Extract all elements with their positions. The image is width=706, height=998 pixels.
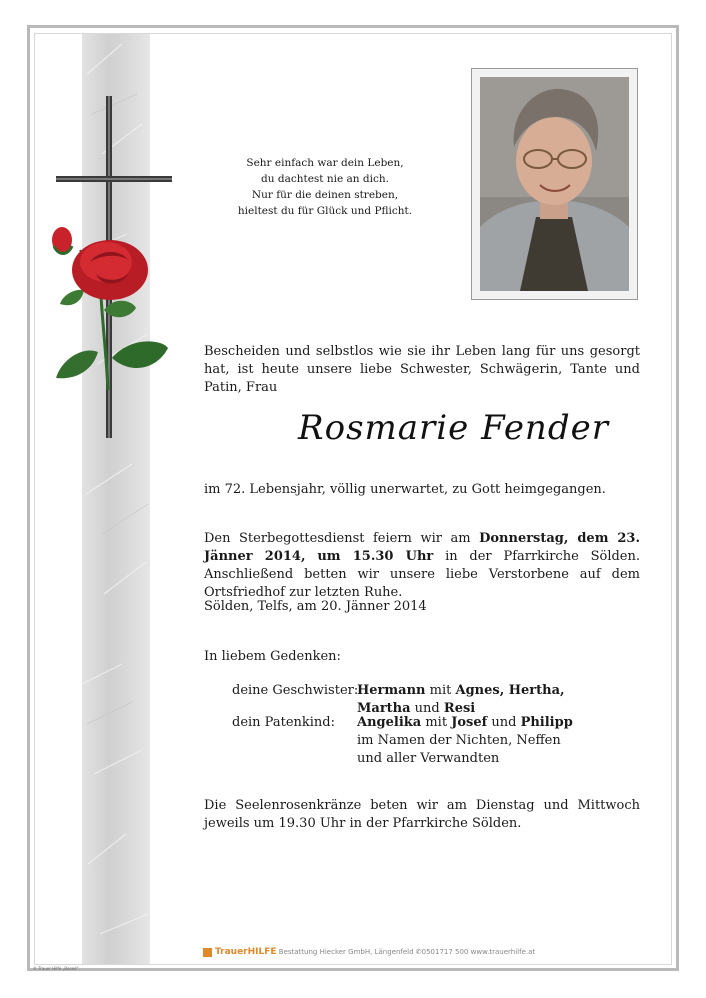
trauerhilfe-logo-icon [203,948,212,957]
intro-text: Bescheiden und selbstlos wie sie ihr Leben lang für uns gesorgt hat, ist heute unsere liebe Schwester, Schwägerin, Tante und Patin, Frau [204,344,640,395]
service-text [204,530,640,602]
godchild-names [357,714,617,768]
relative-name: Resi [443,701,476,716]
poem-line: Nur für die deinen streben, [251,189,399,201]
footer-text: Bestattung Hiecker GmbH, Längenfeld ✆0501717 500 www.trauerhilfe.at [278,948,536,956]
relative-name: Agnes, Hertha, [455,683,565,698]
service-text-part [306,549,318,564]
relative-name: Hermann [357,683,426,698]
godchild-label: dein Patenkind: [232,715,335,730]
service-text-part: Den Sterbegottesdienst feiern wir am [204,531,480,546]
relatives-note: im Namen der Nichten, Neffen [357,733,561,748]
connector: mit [421,715,452,730]
memory-heading: In liebem Gedenken: [204,649,341,664]
portrait-frame [471,68,638,300]
place-date: Sölden, Telfs, am 20. Jänner 2014 [204,599,427,614]
poem-line: du dachtest nie an dich. [261,173,389,185]
connector: und [487,715,521,730]
relatives-note: und aller Verwandten [357,751,500,766]
age-line: im 72. Lebensjahr, völlig unerwartet, zu Gott heimgegangen. [204,482,606,497]
relative-name: Philipp [520,715,573,730]
siblings-label: deine Geschwister: [232,683,359,698]
service-text-part: in der Pfarrkirche Sölden. Anschließend betten wir unsere liebe Verstorbene auf dem Ortsfriedhof zur letzten Ruhe. [204,549,640,600]
relative-name: Josef [451,715,488,730]
poem-line: hieltest du für Glück und Pflicht. [237,205,413,217]
footer-brand: TrauerHILFE [215,947,277,957]
connector: mit [425,683,456,698]
deceased-name: Rosmarie Fender [298,408,609,448]
portrait-icon [480,77,629,291]
relative-name: Angelika [357,715,422,730]
siblings-names [357,682,617,718]
portrait-photo [480,77,629,291]
connector: und [410,701,444,716]
service-time: um 15.30 Uhr [317,549,434,564]
relative-name: Martha [357,701,411,716]
poem [225,155,425,219]
footer [203,947,535,957]
poem-line: Sehr einfach war dein Leben, [246,157,404,169]
cross-with-rose [40,90,180,442]
service-date: Donnerstag, dem 23. Jänner 2014, [204,531,640,564]
copyright: © Trauer Hilfe „Rosed“ [33,966,79,971]
rosary-text: Die Seelenrosenkränze beten wir am Dienstag und Mittwoch jeweils um 19.30 Uhr in der Pfarrkirche Sölden. [204,798,640,831]
